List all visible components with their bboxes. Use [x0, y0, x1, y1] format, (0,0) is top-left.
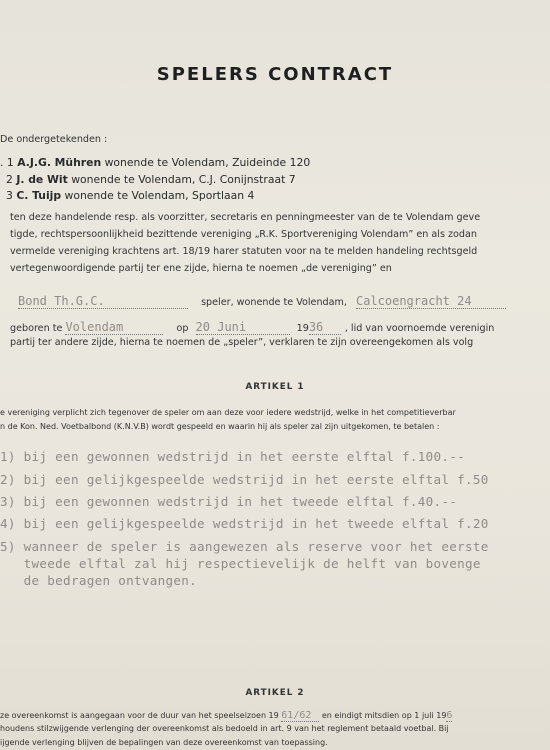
artikel-1-text: n de Kon. Ned. Voetbalbond (K.N.V.B) wordt gespeeld en waarin hij als speler zal zijn uitgekomen, te betalen :: [0, 422, 440, 431]
birthplace-field: Volendam: [65, 320, 163, 335]
signatory-address: wonende te Volendam, Zuideinde 120: [104, 156, 311, 169]
season-field: 61/62: [281, 710, 319, 722]
artikel-2-text: ijgende verlenging blijven de bepalingen van deze overeenkomst van toepassing.: [0, 738, 328, 747]
signatory-number: .: [0, 156, 7, 169]
body-line: ten deze handelende resp. als voorzitter, secretaris en penningmeester van de te Volendam geve: [10, 212, 481, 223]
birthdate-field: 20 Juni: [196, 320, 290, 335]
player-address-field: Calcoengracht 24: [356, 294, 506, 309]
artikel-2-text: ze overeenkomst is aangegaan voor de duur van het speelseizoen 19 61/62 en eindigt mitsdien op 1 juli 196: [0, 710, 453, 721]
typed-item: 2) bij een gelijkgespeelde wedstrijd in het eerste elftal f.50: [0, 472, 489, 487]
signatory-2: 2 J. de Wit wonende te Volendam, C.J. Conijnstraat 7: [6, 173, 296, 186]
artikel-1-heading: ARTIKEL 1: [245, 382, 305, 392]
player-name-field: Bond Th.G.C.: [18, 294, 188, 309]
signatory-name: J. de Wit: [16, 173, 68, 186]
birth-line: geboren te Volendam op 20 Juni 1936 , lid van voornoemde verenigin: [10, 320, 495, 334]
typed-item: 4) bij een gelijkgespeelde wedstrijd in het tweede elftal f.20: [0, 516, 489, 531]
typed-item: 5) wanneer de speler is aangewezen als reserve voor het eerste: [0, 539, 489, 554]
typed-item: 1) bij een gewonnen wedstrijd in het eerste elftal f.100.--: [0, 449, 466, 464]
body-line: vertegenwoordigende partij ter ene zijde, hierna te noemen „de vereniging” en: [10, 263, 392, 274]
body-line: partij ter andere zijde, hierna te noemen de „speler”, verklaren te zijn overeengekomen als volg: [10, 337, 474, 348]
typed-item: de bedragen ontvangen.: [0, 573, 198, 588]
typed-item: tweede elftal zal hij respectievelijk de helft van bovenge: [0, 556, 481, 571]
signatory-name: C. Tuijp: [16, 189, 62, 202]
artikel-2-heading: ARTIKEL 2: [245, 688, 305, 698]
signatory-3: 3 C. Tuijp wonende te Volendam, Sportlaan 4: [6, 189, 255, 202]
birthyear-field: 36: [309, 320, 341, 335]
signatory-address: wonende te Volendam, Sportlaan 4: [64, 189, 255, 202]
signatory-1: . 1 A.J.G. Mühren wonende te Volendam, Zuideinde 120: [0, 156, 311, 169]
player-line: Bond Th.G.C. speler, wonende te Volendam, Calcoengracht 24: [18, 294, 506, 309]
signatory-address: wonende te Volendam, C.J. Conijnstraat 7: [71, 173, 296, 186]
signatory-name: A.J.G. Mühren: [17, 156, 102, 169]
intro-text: De ondergetekenden :: [0, 134, 108, 145]
end-year-field: 6: [446, 710, 453, 721]
page-title: SPELERS CONTRACT: [156, 64, 394, 85]
body-line: vermelde vereniging krachtens art. 18/19 harer statuten voor na te melden handeling rechtsgeld: [10, 246, 478, 257]
artikel-2-text: houdens stilzwijgende verlenging der overeenkomst als bedoeld in art. 9 van het reglement betaald voetbal. Bij: [0, 724, 449, 733]
typed-item: 3) bij een gewonnen wedstrijd in het tweede elftal f.40.--: [0, 494, 458, 509]
artikel-1-text: e vereniging verplicht zich tegenover de speler om aan deze voor iedere wedstrijd, welke in het competitieverbar: [0, 408, 456, 417]
body-line: tigde, rechtspersoonlijkheid bezittende vereniging „R.K. Sportvereniging Volendam” en als zodan: [10, 229, 477, 240]
